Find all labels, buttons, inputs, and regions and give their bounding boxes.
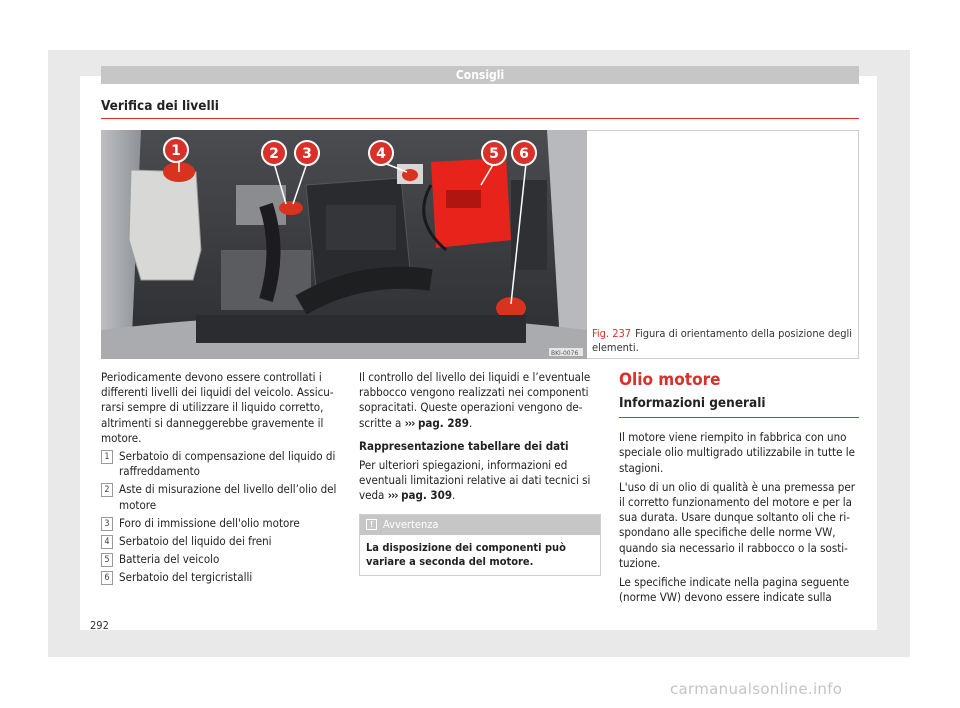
warning-icon: ! [366, 519, 377, 530]
legend-text: Foro di immissione dell'olio motore [119, 515, 300, 530]
oil-heading: Olio motore [619, 370, 721, 390]
section-title: Verifica dei livelli [101, 98, 859, 119]
legend-number: 1 [101, 450, 113, 464]
oil-paragraph-3: Le specifiche indicate nella pagina seguente (norme VW) devono essere indicate sulla [619, 575, 850, 605]
callout-2 [262, 141, 286, 165]
callout-4 [369, 141, 393, 165]
technical-data-paragraph: Per ulteriori spiegazioni, informazioni ed eventuali limitazioni relative ai dati tecnici si veda ››› pag. 309. [359, 458, 591, 503]
figure-caption [592, 327, 854, 355]
legend-text: Serbatoio di compensazione del liquido di raffreddamento [119, 449, 336, 479]
svg-text:1: 1 [171, 143, 181, 159]
svg-text:6: 6 [519, 146, 529, 162]
figure-number: Fig. 237 [592, 327, 632, 340]
legend-item [101, 552, 341, 567]
oil-paragraph-1: Il motore viene riempito in fabbrica con uno speciale olio multigrado utilizzabile in tutte le stagioni. [619, 430, 855, 475]
legend-text: Serbatoio del tergicristalli [119, 570, 253, 585]
legend-list [101, 449, 341, 586]
legend-item [101, 516, 341, 531]
oil-paragraph-2: L'uso di un olio di qualità è una premessa per il corretto funzionamento del motore e per la sua durata. Usare dunque soltanto oli che ri-spondano alle specifiche delle norme VW, quando sia necessario il rabbocco o la sosti-tuzione. [619, 479, 855, 570]
svg-text:3: 3 [302, 146, 312, 162]
intro-paragraph: Periodicamente devono essere controllati i differenti livelli dei liquidi del veicolo. Assicu-rarsi sempre di utilizzare il liquido corretto, altrimenti si danneggerebbe gravemente il motore. [101, 370, 334, 445]
svg-text:5: 5 [489, 146, 499, 162]
legend-number: 2 [101, 483, 113, 497]
legend-text: Serbatoio del liquido dei freni [119, 534, 272, 549]
legend-item [101, 482, 341, 512]
page-ref-309[interactable]: ››› pag. 309 [387, 488, 453, 503]
legend-text: Batteria del veicolo [119, 552, 220, 567]
control-paragraph: Il controllo del livello dei liquidi e l’eventuale rabbocco vengono realizzati nei componenti sopracitati. Queste operazioni vengono de-scritte a ››› pag. 289. [359, 370, 591, 430]
chapter-header: Consigli [101, 66, 859, 84]
watermark: carmanualsonline.info [670, 680, 843, 698]
callout-1 [164, 138, 188, 162]
legend-text: Aste di misurazione del livello dell’olio del motore [119, 482, 337, 512]
callout-3 [295, 141, 319, 165]
callout-6 [512, 141, 536, 165]
page-ref-289[interactable]: ››› pag. 289 [404, 415, 469, 430]
note-box [359, 514, 601, 576]
oil-subheading: Informazioni generali [619, 396, 859, 418]
legend-item [101, 534, 341, 549]
column-right [619, 370, 859, 605]
engine-bay-photo [101, 130, 587, 359]
column-middle [359, 370, 601, 576]
figure-caption-text: Figura di orientamento della posizione degli elementi. [592, 327, 852, 354]
legend-item [101, 570, 341, 585]
column-left [101, 370, 341, 589]
figure-code: BKI-0076 [551, 350, 579, 357]
callout-5 [482, 141, 506, 165]
note-title: Avvertenza [383, 517, 439, 531]
note-header [360, 515, 600, 535]
legend-number: 5 [101, 553, 113, 567]
svg-text:2: 2 [269, 146, 279, 162]
note-text: La disposizione dei componenti può variare a seconda del motore. [366, 540, 566, 568]
legend-number: 3 [101, 517, 113, 531]
legend-item [101, 449, 341, 479]
legend-number: 4 [101, 535, 113, 549]
page-number: 292 [90, 619, 109, 632]
legend-number: 6 [101, 571, 113, 585]
svg-text:4: 4 [376, 146, 386, 162]
table-data-heading: Rappresentazione tabellare dei dati [359, 438, 569, 453]
